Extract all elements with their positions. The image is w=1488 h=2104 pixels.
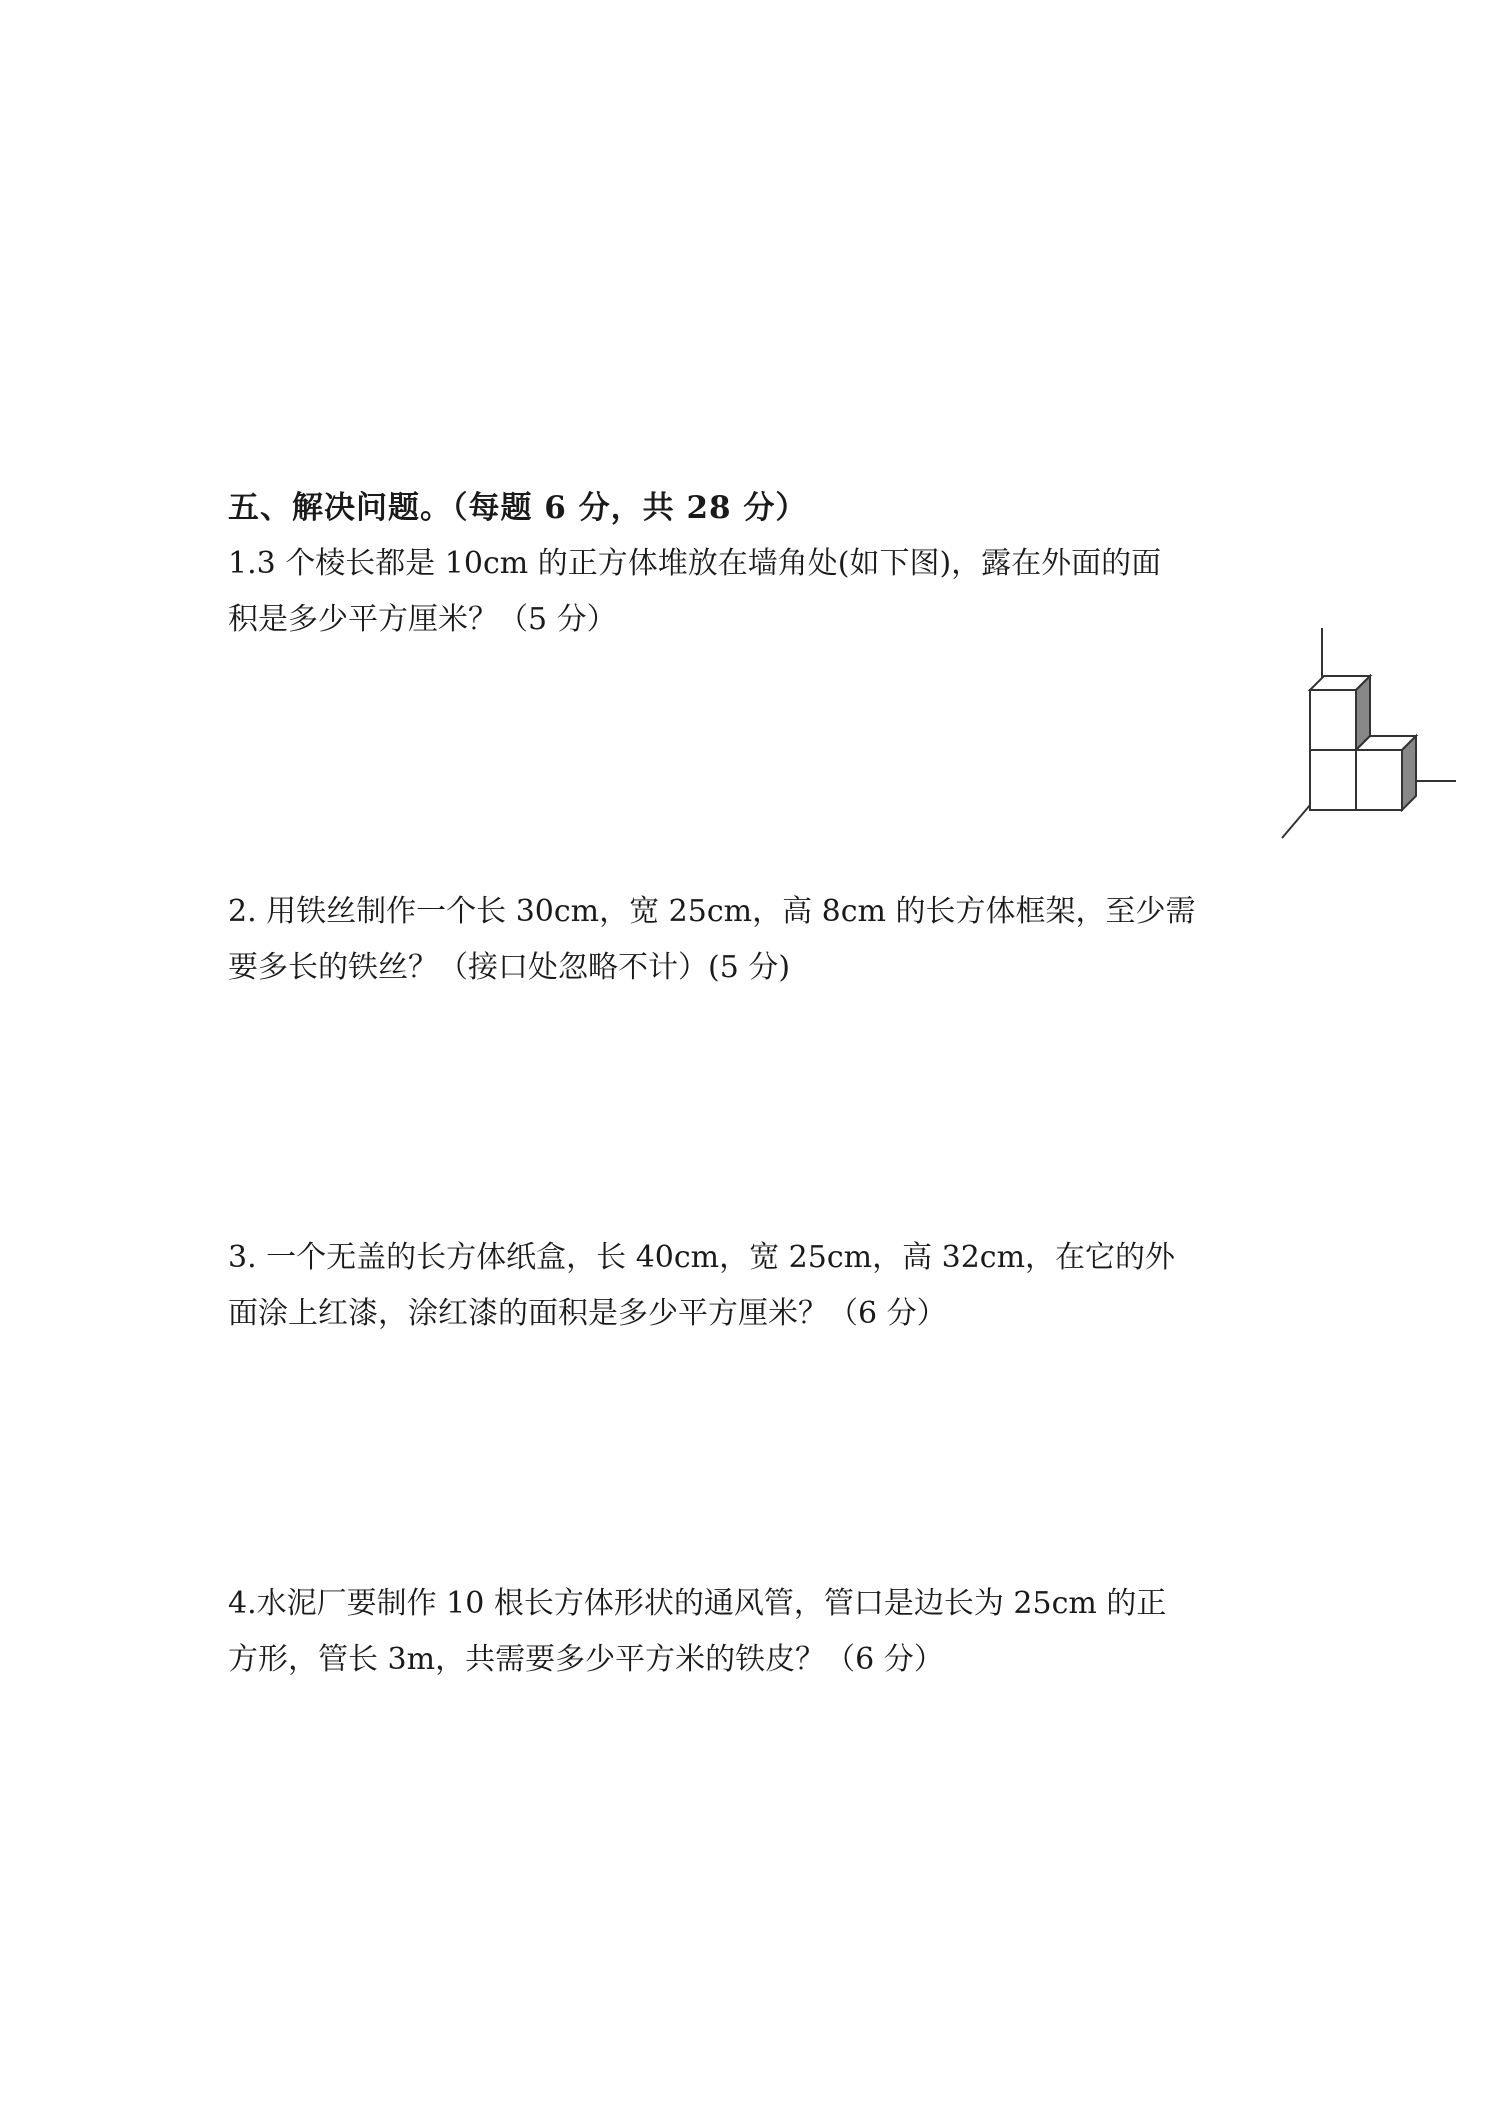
question-2-line-1: 2. 用铁丝制作一个长 30cm，宽 25cm，高 8cm 的长方体框架，至少需 [228, 894, 1196, 929]
question-1-line-1: 1.3 个棱长都是 10cm 的正方体堆放在墙角处(如下图)，露在外面的面 [228, 546, 1162, 581]
question-1-line-2: 积是多少平方厘米？（5 分） [228, 602, 617, 637]
question-4-line-1: 4.水泥厂要制作 10 根长方体形状的通风管，管口是边长为 25cm 的正 [228, 1586, 1167, 1621]
top-cube [1310, 676, 1370, 750]
question-1 [228, 536, 1278, 648]
bottom-right-cube [1356, 736, 1416, 810]
question-4-line-2: 方形，管长 3m，共需要多少平方米的铁皮？（6 分） [228, 1642, 944, 1677]
section-title: 五、解决问题。（每题 6 分，共 28 分） [228, 490, 808, 526]
question-3 [228, 1230, 1278, 1342]
question-3-line-2: 面涂上红漆，涂红漆的面积是多少平方厘米？（6 分） [228, 1296, 947, 1331]
cubes-in-corner-figure [1270, 628, 1470, 848]
question-2-line-2: 要多长的铁丝？（接口处忽略不计）(5 分) [228, 950, 791, 985]
question-3-line-1: 3. 一个无盖的长方体纸盒，长 40cm，宽 25cm，高 32cm，在它的外 [228, 1240, 1176, 1275]
question-2 [228, 884, 1278, 996]
bottom-left-cube [1310, 750, 1356, 810]
question-4 [228, 1576, 1278, 1688]
